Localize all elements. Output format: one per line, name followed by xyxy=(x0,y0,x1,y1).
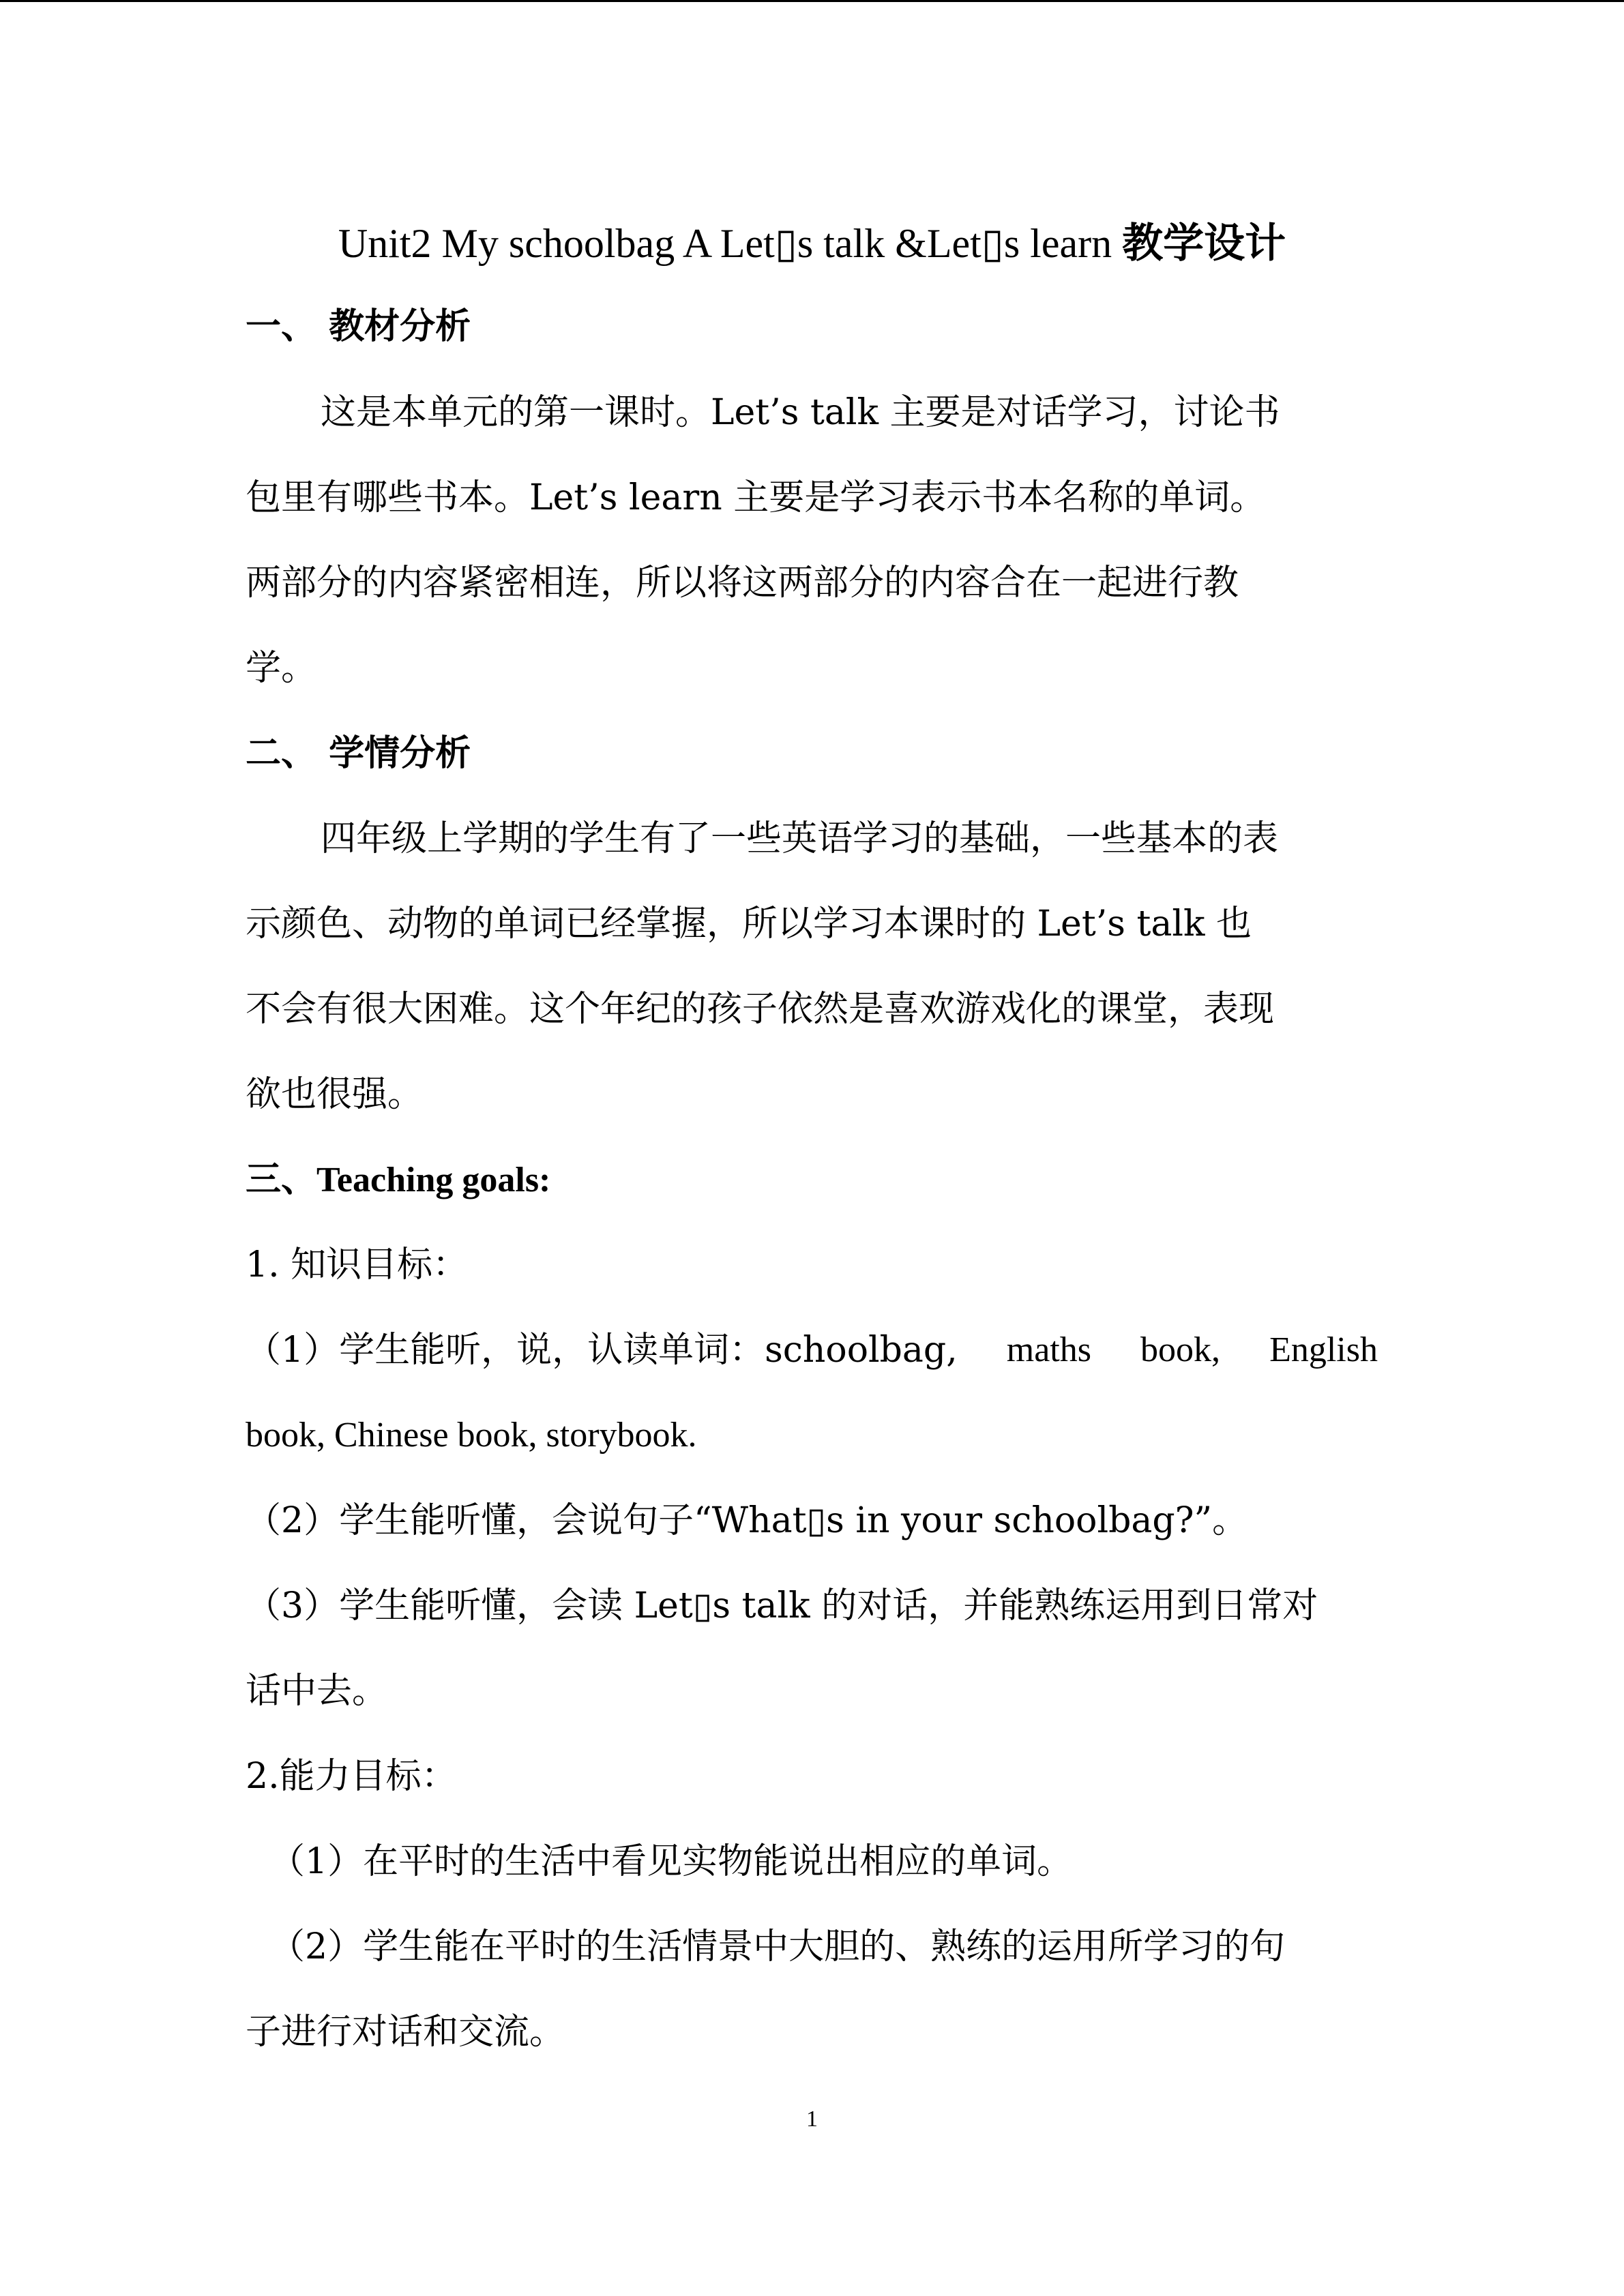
title-english: Unit2 My schoolbag A Let▯s talk &Let▯s learn xyxy=(338,221,1123,266)
goal-2-item-1: （1）在平时的生活中看见实物能说出相应的单词。 xyxy=(269,1841,1073,1882)
goal-2-title: 2.能力目标： xyxy=(246,1756,457,1797)
section-2-line-4: 欲也很强。 xyxy=(246,1074,424,1115)
section-2-line-1: 四年级上学期的学生有了一些英语学习的基础，一些基本的表 xyxy=(321,818,1279,859)
section-1-line-3: 两部分的内容紧密相连，所以将这两部分的内容合在一起进行教 xyxy=(246,563,1239,603)
title-chinese: 教学设计 xyxy=(1122,220,1286,267)
section-3-heading-cn: 三、 xyxy=(246,1159,317,1200)
goal-1-item-1-part-1: （1）学生能听，说，认读单词：schoolbag, xyxy=(246,1330,958,1371)
goal-1-item-1-part-4: English xyxy=(1269,1330,1378,1369)
section-1-line-1: 这是本单元的第一课时。Let’s talk 主要是对话学习，讨论书 xyxy=(321,392,1280,433)
goal-2-item-2-continued: 子进行对话和交流。 xyxy=(246,2012,565,2053)
goal-1-item-3-continued: 话中去。 xyxy=(246,1671,388,1712)
goal-2-item-2: （2）学生能在平时的生活情景中大胆的、熟练的运用所学习的句 xyxy=(269,1926,1286,1967)
goal-1-item-1 xyxy=(246,1328,1378,1372)
goal-1-title: 1. 知识目标： xyxy=(246,1244,469,1285)
page-number: 1 xyxy=(806,2106,818,2132)
goal-1-item-2: （2）学生能听懂，会说句子“What▯s in your schoolbag?”。 xyxy=(246,1500,1248,1541)
section-2-line-2: 示颜色、动物的单词已经掌握，所以学习本课时的 Let’s talk 也 xyxy=(246,904,1252,944)
section-1-heading: 一、 教材分析 xyxy=(246,306,471,347)
goal-1-item-1-part-2: maths xyxy=(1006,1330,1091,1369)
section-1-line-4: 学。 xyxy=(246,648,317,689)
section-3-heading xyxy=(246,1158,550,1202)
section-2-heading: 二、 学情分析 xyxy=(246,733,471,774)
goal-1-item-1-continued: book, Chinese book, storybook. xyxy=(246,1416,697,1455)
section-3-heading-en: Teaching goals: xyxy=(316,1161,551,1199)
section-1-line-2: 包里有哪些书本。Let’s learn 主要是学习表示书本名称的单词。 xyxy=(246,477,1266,518)
document-title xyxy=(0,218,1624,269)
section-2-line-3: 不会有很大困难。这个年纪的孩子依然是喜欢游戏化的课堂，表现 xyxy=(246,989,1275,1030)
goal-1-item-3: （3）学生能听懂，会读 Let▯s talk 的对话，并能熟练运用到日常对 xyxy=(246,1585,1318,1626)
goal-1-item-1-part-3: book, xyxy=(1140,1330,1221,1369)
